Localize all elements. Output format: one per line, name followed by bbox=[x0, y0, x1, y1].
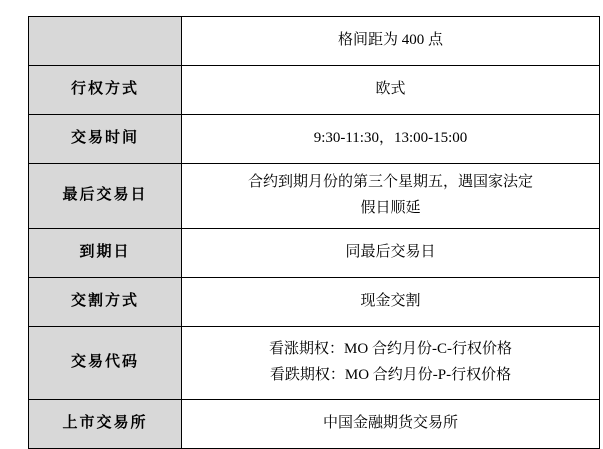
row-value bbox=[182, 17, 600, 66]
value-line: 9:30-11:30，13:00-15:00 bbox=[313, 130, 468, 147]
value-line: 看涨期权：MO 合约月份-C-行权价格 bbox=[269, 341, 512, 358]
row-label: 交易代码 bbox=[29, 327, 182, 400]
row-value bbox=[182, 164, 600, 229]
row-label: 交割方式 bbox=[29, 278, 182, 327]
row-value bbox=[182, 278, 600, 327]
value-line: 同最后交易日 bbox=[345, 244, 436, 261]
table-row bbox=[29, 278, 600, 327]
row-value bbox=[182, 400, 600, 449]
value-line: 假日顺延 bbox=[360, 200, 421, 216]
value-line: 欧式 bbox=[375, 81, 406, 98]
value-line: 合约到期月份的第三个星期五，遇国家法定 bbox=[247, 174, 533, 191]
row-label: 最后交易日 bbox=[29, 164, 182, 229]
table-row bbox=[29, 115, 600, 164]
row-value bbox=[182, 66, 600, 115]
value-line: 格间距为 400 点 bbox=[337, 32, 443, 49]
row-value bbox=[182, 115, 600, 164]
value-line: 中国金融期货交易所 bbox=[322, 415, 458, 432]
row-label: 上市交易所 bbox=[29, 400, 182, 449]
row-label: 交易时间 bbox=[29, 115, 182, 164]
row-label: 到期日 bbox=[29, 229, 182, 278]
table-body bbox=[29, 17, 600, 449]
row-label: 行权方式 bbox=[29, 66, 182, 115]
table-row bbox=[29, 229, 600, 278]
table-row bbox=[29, 66, 600, 115]
table-row bbox=[29, 327, 600, 400]
table-row bbox=[29, 164, 600, 229]
row-label bbox=[29, 17, 182, 66]
value-line: 看跌期权：MO 合约月份-P-行权价格 bbox=[269, 367, 512, 383]
row-value bbox=[182, 229, 600, 278]
table-row bbox=[29, 17, 600, 66]
value-line: 现金交割 bbox=[360, 293, 421, 310]
row-value bbox=[182, 327, 600, 400]
contract-spec-table bbox=[28, 16, 600, 449]
table-row bbox=[29, 400, 600, 449]
